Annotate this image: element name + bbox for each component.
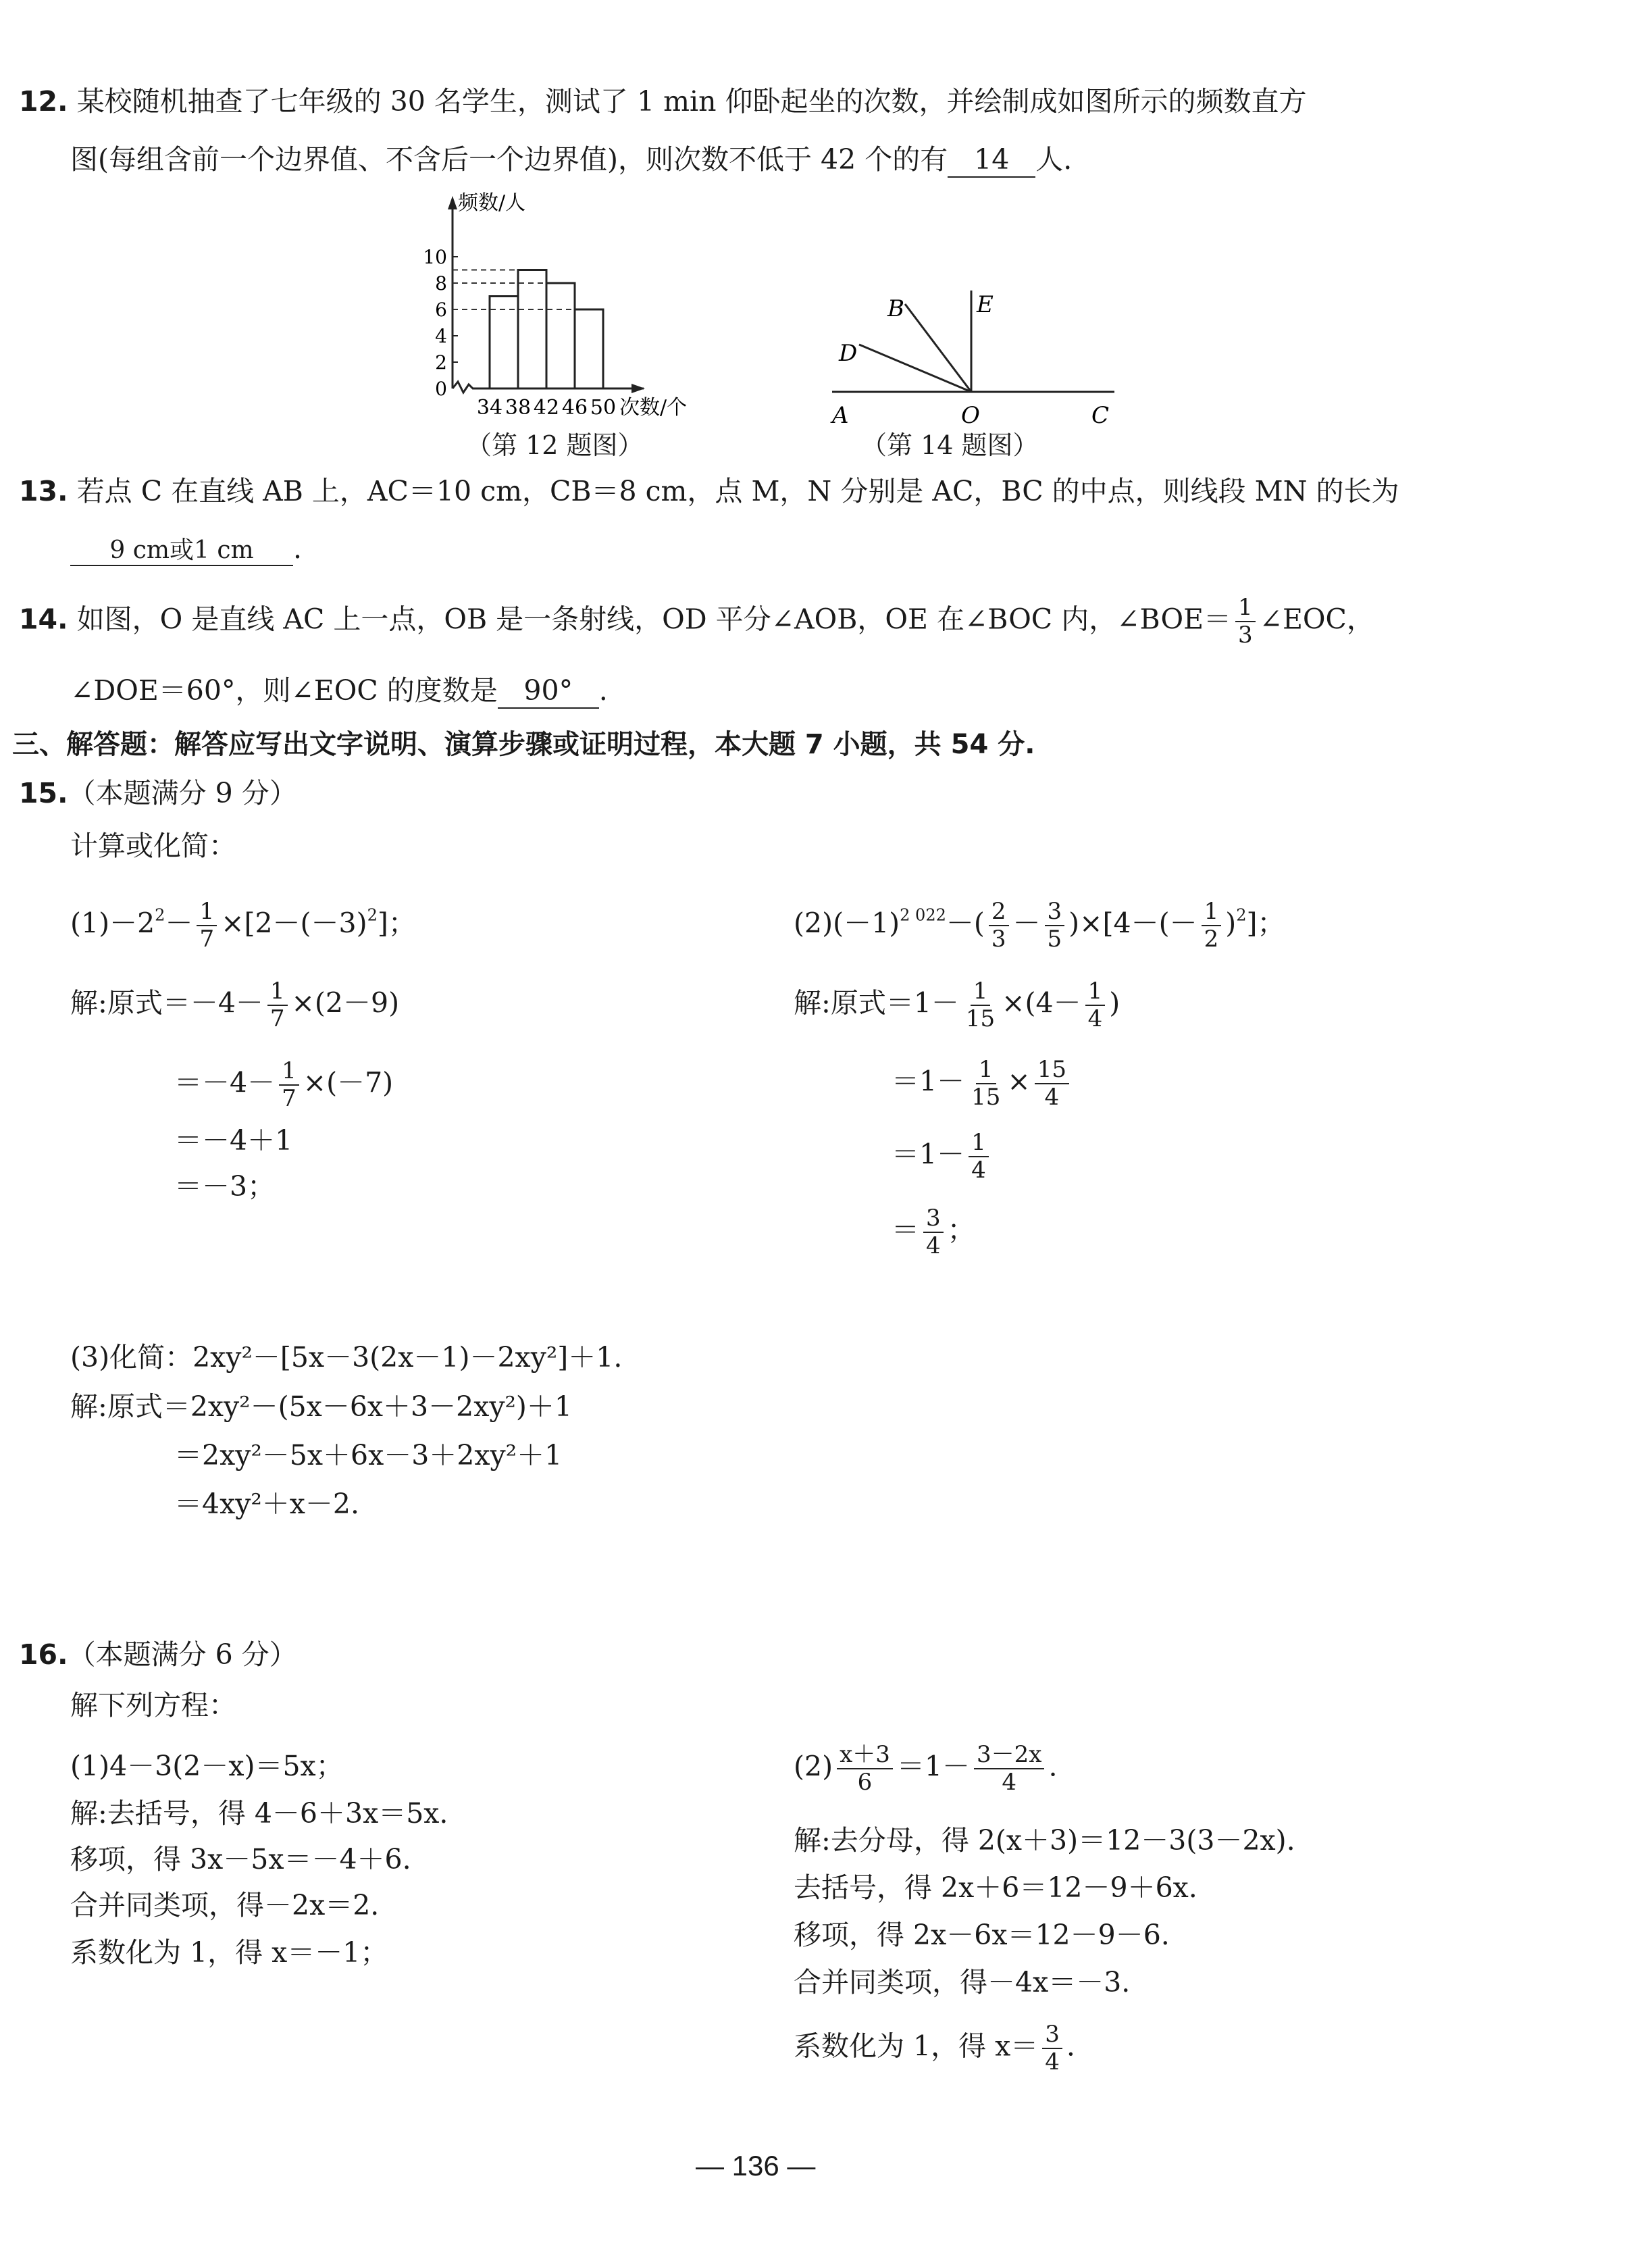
q15-2-e-sup: 2 (1236, 905, 1247, 925)
q14-number: 14. (19, 603, 68, 636)
q15-1-step3: ＝－4＋1 (174, 1124, 293, 1157)
q16-2-s5-den: 4 (1045, 2048, 1060, 2076)
q13-number: 13. (19, 475, 68, 507)
q15-1-step4: ＝－3； (174, 1170, 276, 1203)
q15-2-f1n: 2 (989, 899, 1009, 926)
q14-text-b: ∠EOC， (1259, 603, 1374, 636)
q15-2-f1d: 3 (991, 926, 1006, 953)
q15-1-s2b: ×(－7) (303, 1066, 394, 1099)
q15-2-frac2 (1045, 899, 1065, 953)
q15-2-s1c: ) (1109, 986, 1120, 1019)
q15-points: （本题满分 9 分） (68, 777, 297, 809)
q15-2-problem (794, 899, 1285, 953)
q16-number: 16. (19, 1638, 68, 1671)
q15-2-s4-frac (923, 1205, 944, 1259)
q15-2-step3 (892, 1130, 993, 1184)
q16-1-step3: 合并同类项，得－2x＝2. (70, 1889, 380, 1921)
y-tick-label: 8 (435, 272, 447, 295)
q16-1-step1: 解:去括号，得 4－6＋3x＝5x. (70, 1797, 448, 1830)
q15-3-step2: ＝2xy²－5x＋6x－3＋2xy²＋1 (174, 1439, 563, 1471)
q15-2-frac3 (1202, 899, 1222, 953)
q12-text-end: 人. (1035, 143, 1073, 176)
q16-2-frac1 (837, 1742, 893, 1796)
q15-2-step2 (892, 1057, 1073, 1111)
q16-1-problem: (1)4－3(2－x)＝5x； (70, 1750, 344, 1782)
page-number: — 136 — (696, 2150, 816, 2182)
q13-answer: 9 cm或1 cm (70, 536, 293, 566)
q16-2-step4: 合并同类项，得－4x＝－3. (794, 1966, 1131, 1998)
q15-3-step3: ＝4xy²＋x－2. (174, 1488, 360, 1520)
q15-2-s3-frac (969, 1130, 989, 1184)
q15-1-d: ]； (377, 907, 416, 940)
q14-text-c: ∠DOE＝60°，则∠EOC 的度数是 (70, 674, 498, 707)
q15-2-s3-den: 4 (971, 1157, 986, 1184)
fig14-caption: （第 14 题图） (861, 430, 1039, 460)
q15-1-s2-num: 1 (279, 1058, 299, 1086)
q14-fraction (1235, 595, 1256, 649)
q16-2-s5-frac (1042, 2021, 1062, 2075)
q16-2-step3: 移项，得 2x－6x＝12－9－6. (794, 1919, 1170, 1951)
section-3-heading: 三、解答题：解答应写出文字说明、演算步骤或证明过程，本大题 7 小题，共 54 分. (12, 729, 1035, 760)
q15-1-frac (197, 899, 217, 953)
fig12-caption: （第 12 题图） (466, 430, 644, 460)
q15-1-s2a: ＝－4－ (174, 1066, 276, 1099)
q15-2-s4-den: 4 (926, 1232, 941, 1260)
q15-1-s1-den: 7 (269, 1005, 285, 1033)
histogram (423, 191, 687, 420)
q15-2-d: )×[4－(－ (1068, 907, 1197, 940)
label-a: A (832, 402, 849, 429)
q15-2-s3a: ＝1－ (892, 1138, 965, 1171)
q16-2-f2n: 3－2x (974, 1742, 1044, 1769)
q15-2-s4a: ＝ (892, 1213, 919, 1246)
q15-2-s1-den2: 4 (1087, 1005, 1103, 1033)
q15-2-a-sup: 2 022 (900, 905, 946, 925)
q12-answer: 14 (948, 143, 1035, 178)
q16-2-step1: 解:去分母，得 2(x＋3)＝12－3(3－2x). (794, 1824, 1295, 1857)
q15-1-c-sup: 2 (367, 905, 378, 925)
q15-2-step1 (794, 978, 1120, 1032)
histogram-bar (546, 283, 575, 388)
y-axis-label: 频数/人 (458, 191, 526, 215)
q16-header (19, 1638, 297, 1671)
q14-frac-num: 1 (1235, 595, 1256, 622)
q15-2-f2n: 3 (1045, 899, 1065, 926)
q16-instruction: 解下列方程： (70, 1689, 236, 1721)
y-tick-label: 0 (435, 378, 447, 400)
q15-1-s1a: 解:原式＝－4－ (70, 986, 263, 1019)
q15-1-c: ×[2－(－3) (221, 907, 367, 940)
q15-3-step1: 解:原式＝2xy²－(5x－6x＋3－2xy²)＋1 (70, 1390, 573, 1423)
q15-2-s1b: ×(4－ (1002, 986, 1081, 1019)
histogram-bar (575, 309, 603, 388)
q16-2-problem (794, 1742, 1057, 1796)
q15-2-s2-num: 1 (976, 1057, 996, 1084)
q15-1-s1b: ×(2－9) (291, 986, 400, 1019)
q13-text: 若点 C 在直线 AB 上，AC＝10 cm，CB＝8 cm，点 M，N 分别是 AC，BC 的中点，则线段 MN 的长为 (76, 475, 1399, 507)
q15-2-s2a: ＝1－ (892, 1065, 965, 1098)
q16-2-step5 (794, 2021, 1075, 2075)
label-o: O (961, 402, 980, 429)
q16-1-step4: 系数化为 1，得 x＝－1； (70, 1936, 388, 1969)
q14-answer: 90° (498, 674, 599, 709)
label-b: B (887, 295, 904, 322)
q15-2-s3-num: 1 (969, 1130, 989, 1157)
q12-number: 12. (19, 85, 68, 118)
q12-text-line2: 图(每组含前一个边界值、不含后一个边界值)，则次数不低于 42 个的有 (70, 143, 948, 176)
q15-2-s2-frac (969, 1057, 1003, 1111)
q15-2-f2d: 5 (1047, 926, 1062, 953)
q15-2-s1-frac (963, 978, 998, 1032)
q15-1-problem (70, 899, 416, 953)
label-c: C (1091, 402, 1110, 429)
q15-2-s1-num2: 1 (1085, 978, 1106, 1006)
q15-3-problem: (3)化简：2xy²－[5x－3(2x－1)－2xy²]＋1. (70, 1341, 623, 1374)
q12-line1 (19, 85, 1307, 118)
histogram-figure-12 (405, 189, 783, 459)
y-tick-label: 10 (423, 246, 447, 268)
x-tick-label: 46 (561, 396, 588, 420)
x-tick-label: 34 (476, 396, 503, 420)
q15-1-b: － (165, 907, 193, 940)
q15-header (19, 777, 297, 810)
q15-2-b: －( (946, 907, 985, 940)
q15-1-a-sup: 2 (155, 905, 165, 925)
q15-1-frac-num: 1 (197, 899, 217, 926)
q13-line1 (19, 475, 1399, 508)
q15-2-c: － (1012, 907, 1041, 940)
q13-end: . (293, 532, 303, 565)
q15-1-a: (1)－2 (70, 907, 155, 940)
q15-2-f3n: 1 (1202, 899, 1222, 926)
q15-2-s2-den: 15 (971, 1084, 1001, 1111)
q15-1-s2-den: 7 (282, 1085, 297, 1113)
q14-line2 (70, 674, 608, 709)
y-tick-label: 2 (435, 351, 447, 374)
q15-1-s1-num: 1 (267, 978, 288, 1006)
q16-2-f1d: 6 (857, 1769, 873, 1796)
q16-2-c: . (1048, 1750, 1058, 1783)
q16-points: （本题满分 6 分） (68, 1638, 297, 1671)
q15-2-step4 (892, 1205, 975, 1259)
x-tick-label: 42 (533, 396, 560, 420)
q15-instruction: 计算或化简： (70, 830, 236, 862)
q15-2-s2-den2: 4 (1044, 1084, 1060, 1111)
x-axis-label: 次数/个 (619, 396, 688, 420)
q12-line2 (70, 143, 1072, 178)
q15-2-a: (2)(－1) (794, 907, 900, 940)
q15-1-step1 (70, 978, 399, 1032)
q15-2-s1-den: 15 (965, 1005, 996, 1033)
x-axis (453, 382, 644, 393)
q12-text-line1: 某校随机抽查了七年级的 30 名学生，测试了 1 min 仰卧起坐的次数，并绘制成如图所示的频数直方 (76, 85, 1307, 118)
q14-text-a: 如图，O 是直线 AC 上一点，OB 是一条射线，OD 平分∠AOB，OE 在∠BOC 内，∠BOE＝ (76, 603, 1231, 636)
x-tick-label: 50 (590, 396, 617, 420)
x-axis-arrow (631, 384, 645, 393)
q16-2-f1n: x＋3 (837, 1742, 893, 1769)
q16-2-s5b: . (1066, 2030, 1075, 2063)
q14-frac-den: 3 (1238, 622, 1253, 649)
q15-2-f3d: 2 (1204, 926, 1219, 953)
y-axis-arrow (448, 196, 457, 209)
y-tick-label: 6 (435, 299, 447, 321)
y-tick-label: 4 (435, 325, 447, 347)
q15-2-s4-num: 3 (923, 1205, 944, 1233)
q16-2-step2: 去括号，得 2x＋6＝12－9＋6x. (794, 1871, 1197, 1904)
q15-2-s1-num: 1 (971, 978, 991, 1006)
q16-2-frac2 (974, 1742, 1044, 1796)
histogram-bar (518, 270, 546, 389)
q16-1-step2: 移项，得 3x－5x＝－4＋6. (70, 1843, 411, 1875)
q16-2-a: (2) (794, 1750, 833, 1783)
q15-1-step2 (174, 1058, 393, 1112)
q14-end: . (598, 674, 608, 707)
q15-1-frac-den: 7 (199, 926, 215, 953)
q15-2-s4b: ； (947, 1213, 975, 1246)
q16-2-b: ＝1－ (896, 1750, 970, 1783)
q15-1-s2-frac (279, 1058, 299, 1112)
q16-2-f2d: 4 (1002, 1769, 1017, 1796)
q13-line2 (70, 532, 302, 566)
q15-1-s1-frac (267, 978, 288, 1032)
q15-2-f: ]； (1246, 907, 1285, 940)
q16-2-s5a: 系数化为 1，得 x＝ (794, 2030, 1039, 2063)
q15-2-frac1 (989, 899, 1009, 953)
q15-number: 15. (19, 777, 68, 809)
x-tick-label: 38 (505, 396, 532, 420)
q15-2-s2b: × (1007, 1065, 1031, 1098)
q15-2-s2-frac2 (1035, 1057, 1069, 1111)
label-d: D (839, 340, 858, 367)
q15-2-s1-frac2 (1085, 978, 1106, 1032)
label-e: E (977, 291, 994, 318)
q15-2-s2-num2: 15 (1035, 1057, 1069, 1084)
q14-line1 (19, 595, 1374, 649)
q16-2-s5-num: 3 (1042, 2021, 1062, 2049)
q15-2-e: ) (1225, 907, 1237, 940)
q15-2-s1a: 解:原式＝1－ (794, 986, 959, 1019)
